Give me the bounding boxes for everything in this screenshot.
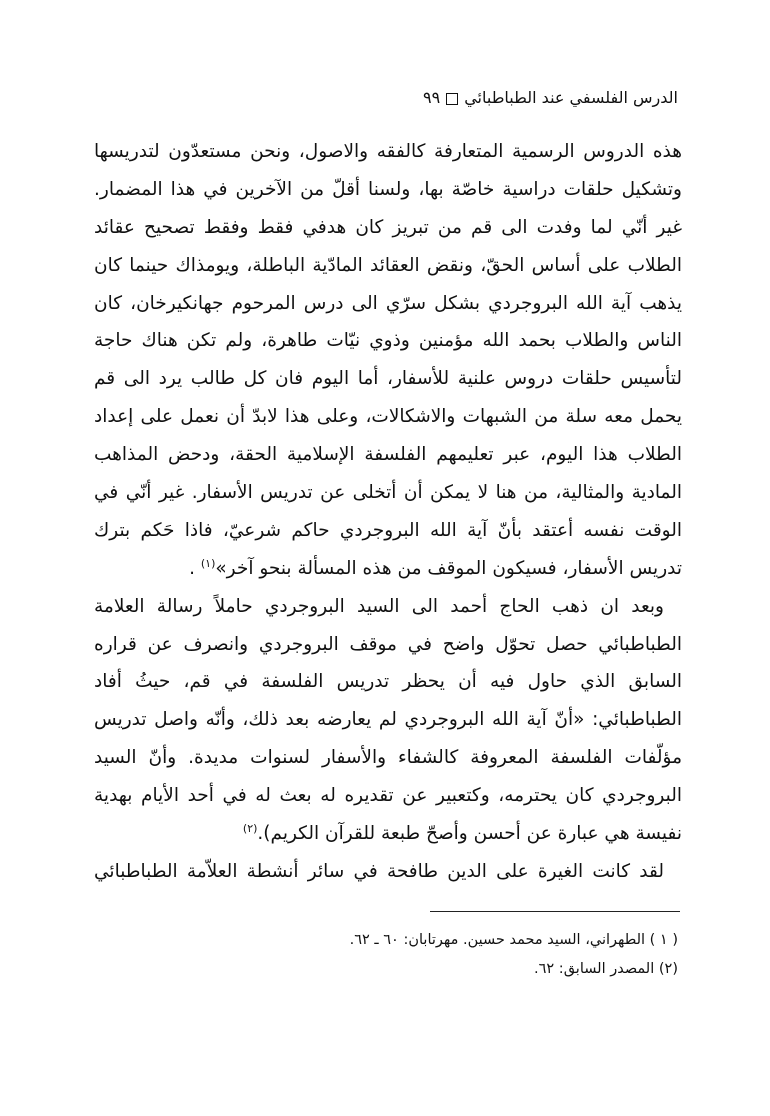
text-line: وبعد ان ذهب الحاج أحمد الى السيد البروجردي حاملاً رسالة العلامة: [94, 595, 664, 617]
text-line: الطباطبائي: «أنّ آية الله البروجردي لم يعارضه بعد ذلك، وأنّه واصل تدريس: [94, 709, 682, 731]
line-text: تدريس الأسفار، فسيكون الموقف من هذه المسألة بنحو آخر»: [215, 557, 682, 579]
header-title: الدرس الفلسفي عند الطباطبائي: [464, 88, 678, 107]
text-line: غير أنّي لما وفدت الى قم من تبريز كان هدفي فقط وفقط تصحيح عقائد: [94, 216, 682, 238]
footnote-divider: [430, 911, 680, 912]
text-line: الطلاب هذا اليوم، عبر تعليمهم الفلسفة الإسلامية الحقة، ودحض المذاهب: [94, 444, 682, 466]
text-line: هذه الدروس الرسمية المتعارفة كالفقه والاصول، ونحن مستعدّون لتدريسها: [94, 141, 682, 162]
text-line: مؤلّفات الفلسفة المعروفة كالشفاء والأسفار لسنوات مديدة. وأنّ السيد: [94, 747, 682, 769]
line-tail: .: [189, 557, 201, 579]
line-text: نفيسة هي عبارة عن أحسن وأصحّ طبعة للقرآن الكريم).: [257, 823, 682, 845]
text-line: الطباطبائي حصل تحوّل واضح في موقف البروجردي وانصرف عن قراره: [94, 633, 682, 655]
running-header: [423, 88, 678, 107]
footnote-ref: (١): [200, 556, 216, 570]
text-line: لقد كانت الغيرة على الدين طافحة في سائر أنشطة العلاّمة الطباطبائي: [94, 860, 664, 882]
page-number: ٩٩: [423, 88, 441, 107]
text-line: الوقت نفسه أعتقد بأنّ آية الله البروجردي حاكم شرعيّ، فاذا حَكم بترك: [94, 519, 682, 541]
text-line: البروجردي كان يحترمه، وكتعبير عن تقديره له بعث له في أحد الأيام بهدية: [94, 785, 682, 807]
footnote: (٢) المصدر السابق: ٦٢.: [534, 961, 678, 977]
text-line: لتأسيس حلقات دروس علنية للأسفار، أما اليوم فان كل طالب يرد الى قم: [94, 368, 682, 390]
text-line: يحمل معه سلة من الشبهات والاشكالات، وعلى هذا لابدّ أن نعمل على إعداد: [94, 406, 682, 428]
text-line: [94, 815, 682, 853]
footnote: ( ١ ) الطهراني، السيد محمد حسين. مهرتابان: ٦٠ ـ ٦٢.: [349, 932, 678, 948]
text-line: وتشكيل حلقات دراسية خاصّة بها، ولسنا أقلّ من الآخرين في هذا المضمار.: [94, 178, 682, 200]
body-text: [94, 133, 682, 891]
text-line: يذهب آية الله البروجردي بشكل سرّي الى درس المرحوم جهانكيرخان، كان: [94, 292, 682, 314]
text-line: [94, 550, 682, 588]
text-line: السابق الذي حاول فيه أن يحظر تدريس الفلسفة في قم، حيثُ أفاد: [94, 671, 682, 693]
text-line: الناس والطلاب بحمد الله مؤمنين وذوي نيّات طاهرة، ولم تكن هناك حاجة: [94, 330, 682, 352]
text-line: المادية والمثالية، من هنا لا يمكن أن أتخلى عن تدريس الأسفار. غير أنّي في: [94, 482, 682, 504]
text-line: الطلاب على أساس الحقّ، ونقض العقائد المادّية الباطلة، ويومذاك حينما كان: [94, 254, 682, 276]
footnote-ref: (٢): [242, 821, 258, 835]
square-separator-icon: [446, 93, 458, 105]
